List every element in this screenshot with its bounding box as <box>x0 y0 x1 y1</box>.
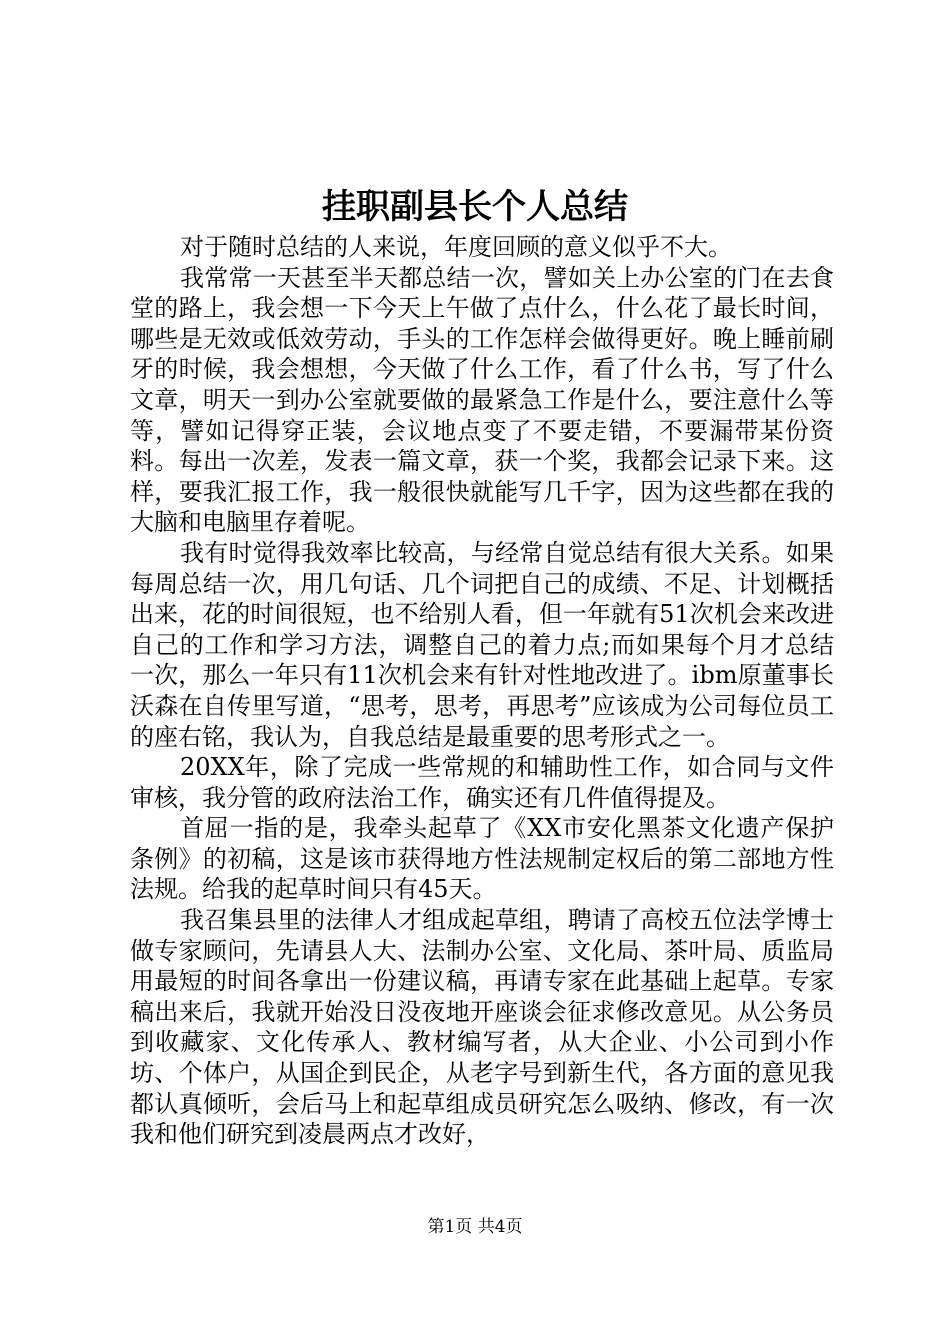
document-body <box>130 232 834 1150</box>
page-number-footer: 第1页 共4页 <box>427 1217 523 1237</box>
paragraph: 我常常一天甚至半天都总结一次，譬如关上办公室的门在去食堂的路上，我会想一下今天上午做了点什么，什么花了最长时间，哪些是无效或低效劳动，手头的工作怎样会做得更好。晚上睡前刷牙的时候，我会想想，今天做了什么工作，看了什么书，写了什么文章，明天一到办公室就要做的最紧急工作是什么，要注意什么等等，譬如记得穿正装，会议地点变了不要走错，不要漏带某份资料。每出一次差，发表一篇文章，获一个奖，我都会记录下来。这样，要我汇报工作，我一般很快就能写几千字，因为这些都在我的大脑和电脑里存着呢。 <box>130 263 834 537</box>
paragraph: 对于随时总结的人来说，年度回顾的意义似乎不大。 <box>180 233 732 261</box>
document-title: 挂职副县长个人总结 <box>322 187 628 227</box>
paragraph: 我召集县里的法律人才组成起草组，聘请了高校五位法学博士做专家顾问，先请县人大、法制办公室、文化局、茶叶局、质监局用最短的时间各拿出一份建议稿，再请专家在此基础上起草。专家稿出来后，我就开始没日没夜地开座谈会征求修改意见。从公务员到收藏家、文化传承人、教材编写者，从大企业、小公司到小作坊、个体户，从国企到民企，从老字号到新生代，各方面的意见我都认真倾听，会后马上和起草组成员研究怎么吸纳、修改，有一次我和他们研究到凌晨两点才改好， <box>130 906 834 1149</box>
paragraph: 我有时觉得我效率比较高，与经常自觉总结有很大关系。如果每周总结一次，用几句话、几个词把自己的成绩、不足、计划概括出来，花的时间很短，也不给别人看，但一年就有51次机会来改进自己的工作和学习方法，调整自己的着力点;而如果每个月才总结一次，那么一年只有11次机会来有针对性地改进了。ibm原董事长沃森在自传里写道，“思考，思考，再思考”应该成为公司每位员工的座右铭，我认为，自我总结是最重要的思考形式之一。 <box>130 538 834 751</box>
paragraph: 20XX年，除了完成一些常规的和辅助性工作，如合同与文件审核，我分管的政府法治工作，确实还有几件值得提及。 <box>130 753 834 812</box>
paragraph: 首屈一指的是，我牵头起草了《XX市安化黑茶文化遗产保护条例》的初稿，这是该市获得地方性法规制定权后的第二部地方性法规。给我的起草时间只有45天。 <box>130 814 834 904</box>
